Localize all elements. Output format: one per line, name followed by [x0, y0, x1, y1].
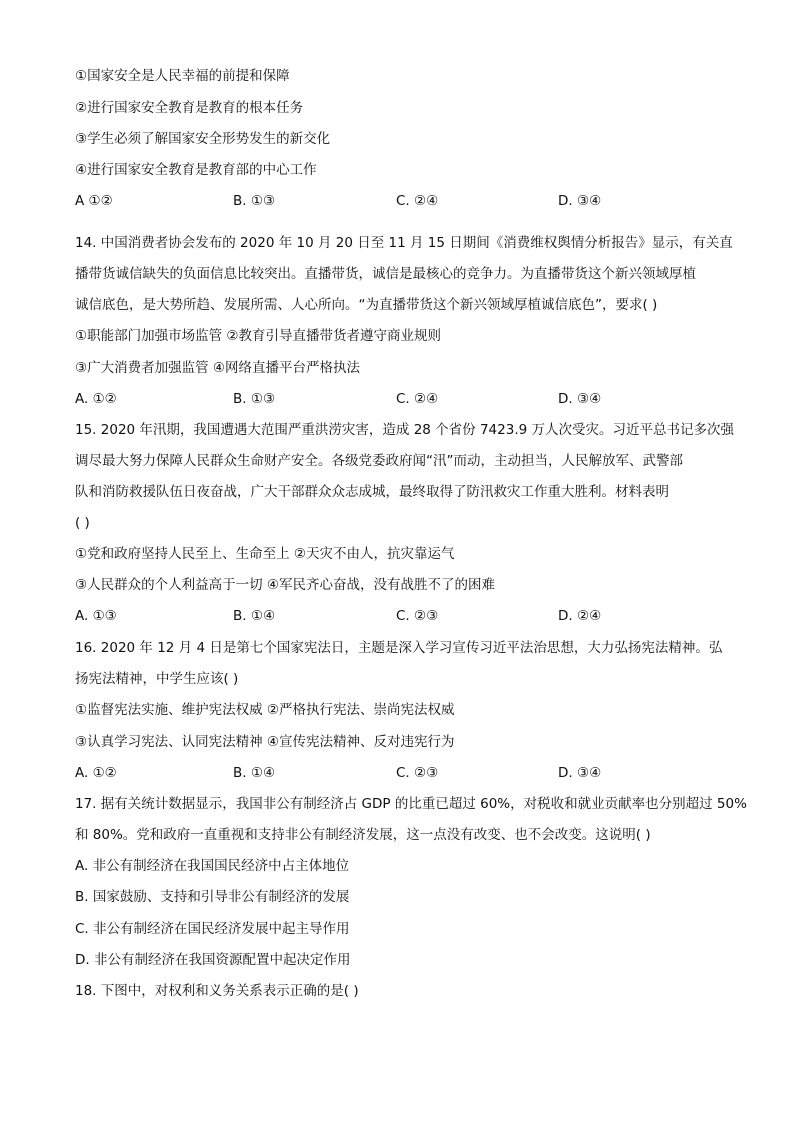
q17-stem-line-1: 17. 据有关统计数据显示，我国非公有制经济占 GDP 的比重已超过 60%，对税收和就业贡献率也分别超过 50%	[75, 796, 747, 812]
q14-option-c: C. ②④	[396, 391, 439, 407]
q14-items-line-2: ③广大消费者加强监管 ④网络直播平台严格执法	[75, 360, 360, 376]
q15-stem-line-3: 队和消防救援队伍日夜奋战，广大干部群众众志成城，最终取得了防汛救灾工作重大胜利。材料表明	[75, 484, 669, 500]
q15-option-b: B. ①④	[233, 608, 276, 624]
q13-option-b: B. ①③	[233, 193, 276, 209]
q17-option-c: C. 非公有制经济在国民经济发展中起主导作用	[75, 921, 350, 937]
q13-item-2: ②进行国家安全教育是教育的根本任务	[75, 100, 304, 116]
q17-option-d: D. 非公有制经济在我国资源配置中起决定作用	[75, 952, 351, 968]
q16-items-line-2: ③认真学习宪法、认同宪法精神 ④宣传宪法精神、反对违宪行为	[75, 734, 455, 750]
q17-stem-line-2: 和 80%。党和政府一直重视和支持非公有制经济发展，这一点没有改变、也不会改变。这说明( )	[75, 827, 651, 843]
q13-option-d: D. ③④	[558, 193, 602, 209]
q13-option-a: A ①②	[75, 193, 113, 209]
q15-stem-line-2: 调尽最大努力保障人民群众生命财产安全。各级党委政府闻“汛”而动，主动担当，人民解放军、武警部	[75, 453, 683, 469]
q15-option-d: D. ②④	[558, 608, 602, 624]
q18-stem: 18. 下图中，对权利和义务关系表示正确的是( )	[75, 983, 359, 999]
q16-option-a: A. ①②	[75, 765, 117, 781]
q14-items-line-1: ①职能部门加强市场监管 ②教育引导直播带货者遵守商业规则	[75, 328, 441, 344]
q13-item-4: ④进行国家安全教育是教育部的中心工作	[75, 162, 317, 178]
q15-stem-line-4: ( )	[75, 515, 90, 531]
q16-stem-line-1: 16. 2020 年 12 月 4 日是第七个国家宪法日，主题是深入学习宣传习近平法治思想，大力弘扬宪法精神。弘	[75, 640, 723, 656]
q15-option-c: C. ②③	[396, 608, 439, 624]
q14-stem-line-3: 诚信底色，是大势所趋、发展所需、人心所向。“为直播带货这个新兴领域厚植诚信底色”，要求( )	[75, 297, 658, 313]
q13-item-3: ③学生必须了解国家安全形势发生的新交化	[75, 131, 331, 147]
q14-option-b: B. ①③	[233, 391, 276, 407]
q15-option-a: A. ①③	[75, 608, 117, 624]
q14-stem-line-2: 播带货诚信缺失的负面信息比较突出。直播带货，诚信是最核心的竞争力。为直播带货这个新兴领域厚植	[75, 266, 696, 282]
q15-items-line-2: ③人民群众的个人利益高于一切 ④军民齐心奋战，没有战胜不了的困难	[75, 577, 495, 593]
q14-option-a: A. ①②	[75, 391, 117, 407]
q14-stem-line-1: 14. 中国消费者协会发布的 2020 年 10 月 20 日至 11 月 15 日期间《消费维权舆情分析报告》显示，有关直	[75, 235, 733, 251]
q16-option-c: C. ②③	[396, 765, 439, 781]
q13-item-1: ①国家安全是人民幸福的前提和保障	[75, 68, 290, 84]
q13-option-c: C. ②④	[396, 193, 439, 209]
q15-items-line-1: ①党和政府坚持人民至上、生命至上 ②天灾不由人，抗灾靠运气	[75, 546, 455, 562]
q16-option-b: B. ①④	[233, 765, 276, 781]
q16-stem-line-2: 扬宪法精神，中学生应该( )	[75, 671, 239, 687]
q17-option-b: B. 国家鼓励、支持和引导非公有制经济的发展	[75, 889, 350, 905]
q16-items-line-1: ①监督宪法实施、维护宪法权威 ②严格执行宪法、崇尚宪法权威	[75, 702, 455, 718]
q16-option-d: D. ③④	[558, 765, 602, 781]
q17-option-a: A. 非公有制经济在我国国民经济中占主体地位	[75, 858, 350, 874]
q15-stem-line-1: 15. 2020 年汛期，我国遭遇大范围严重洪涝灾害，造成 28 个省份 7423.9 万人次受灾。习近平总书记多次强	[75, 422, 734, 438]
q14-option-d: D. ③④	[558, 391, 602, 407]
